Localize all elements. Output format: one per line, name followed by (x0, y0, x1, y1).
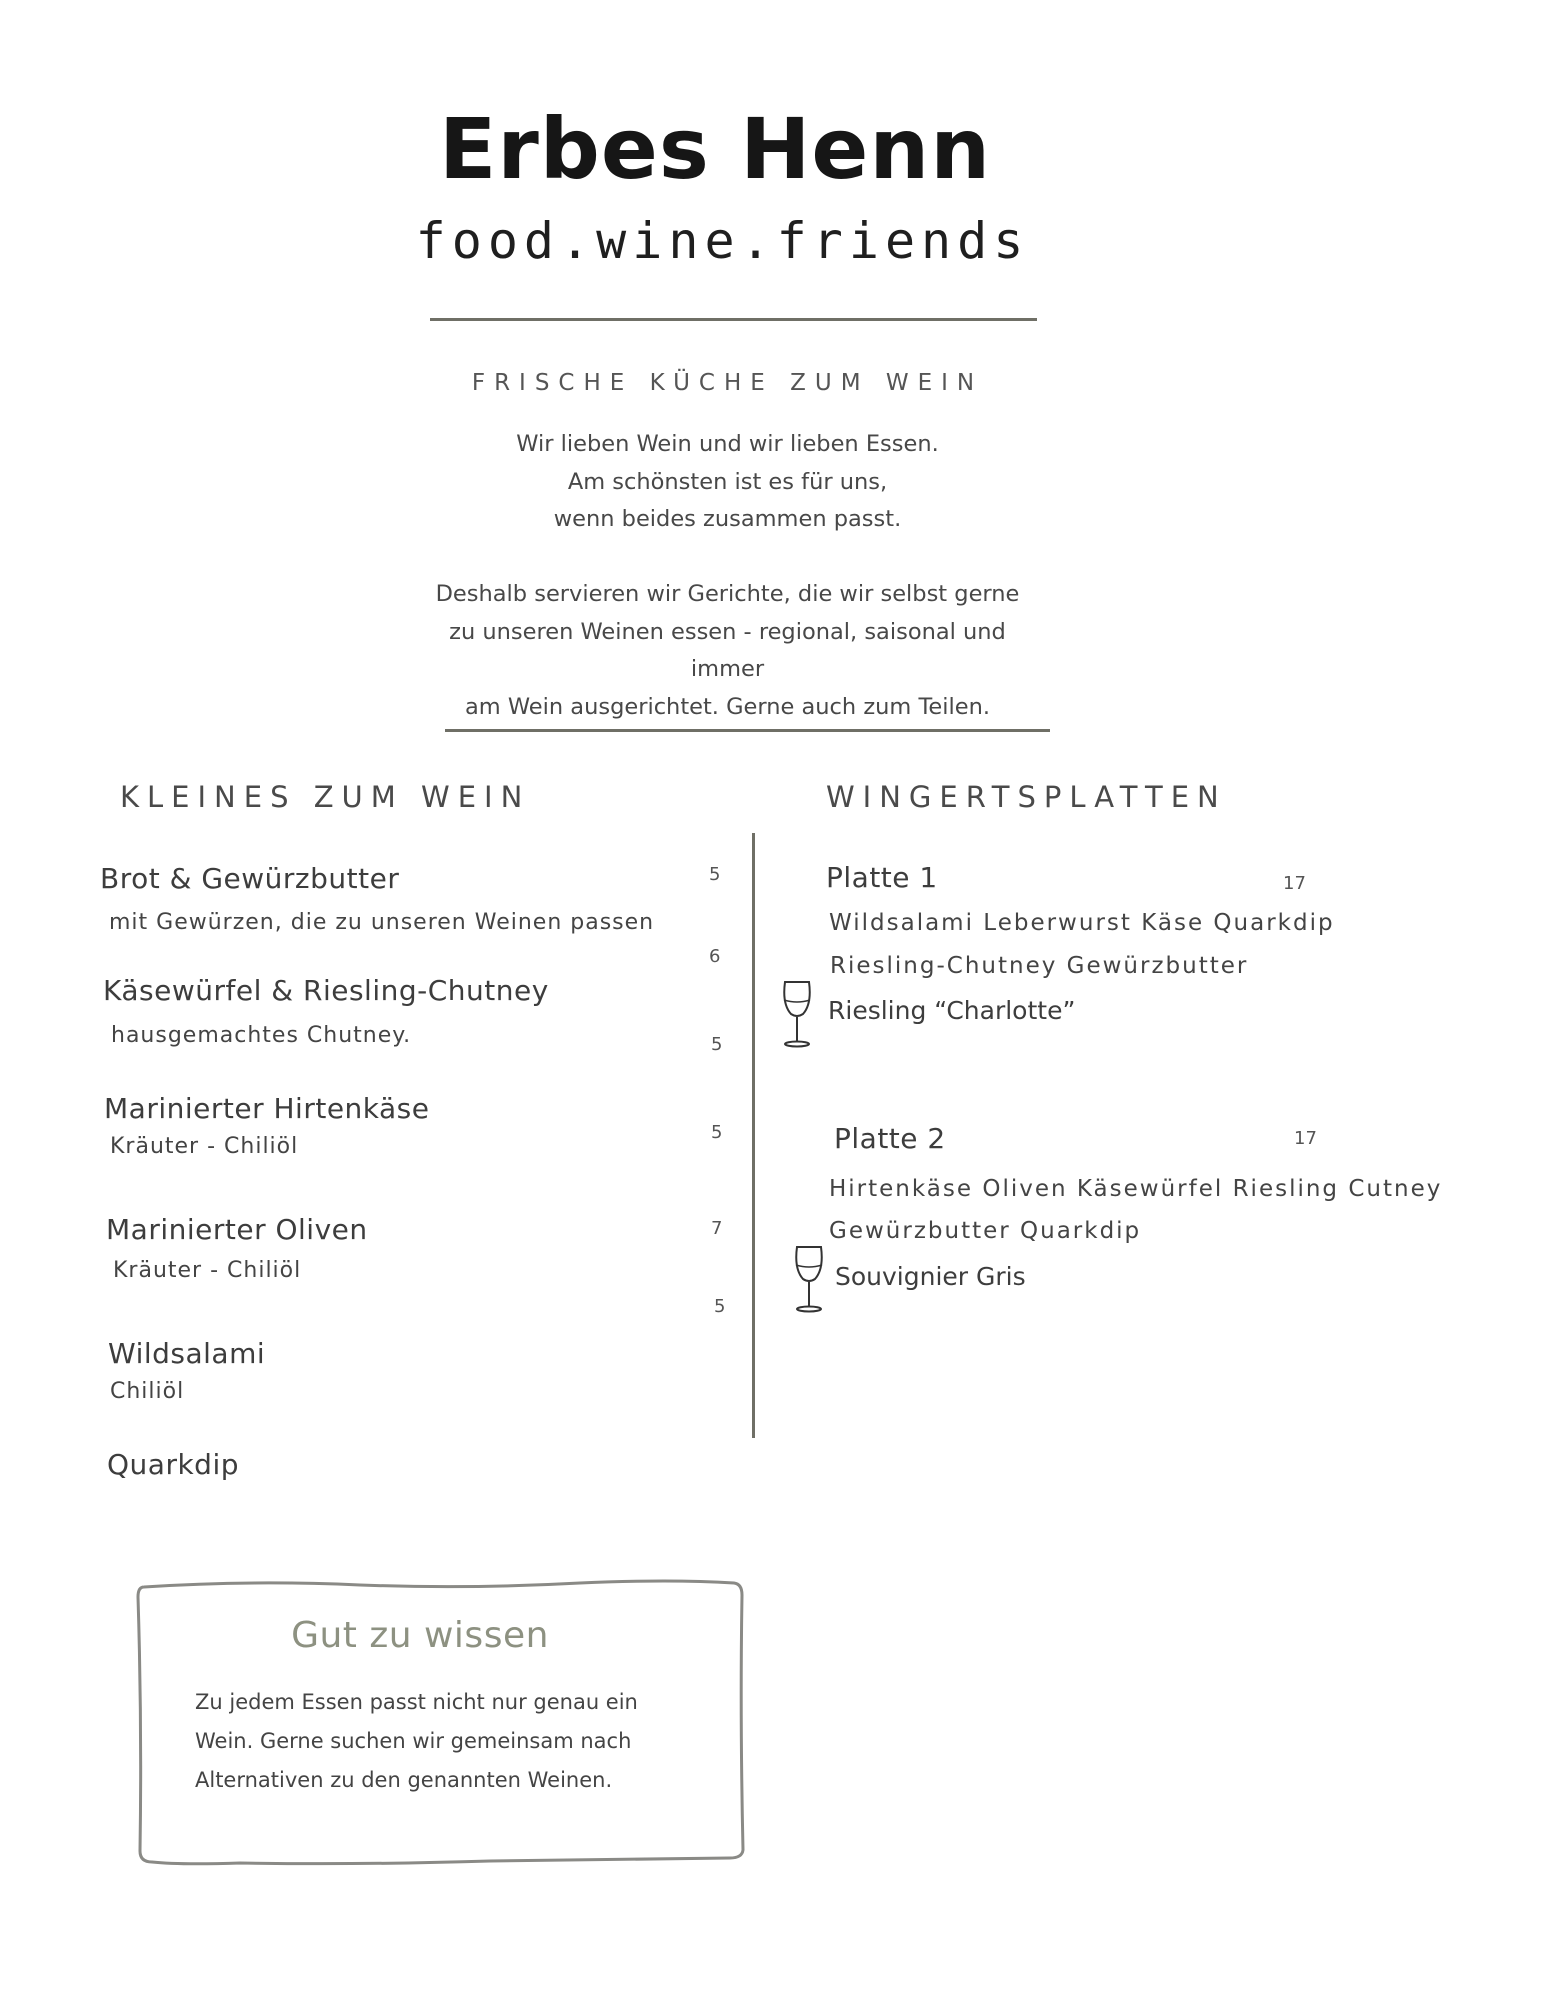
wine-glass-icon (791, 1245, 827, 1313)
intro-line: Am schönsten ist es für uns, (567, 468, 888, 495)
intro-line: zu unseren Weinen essen - regional, saisonal und (449, 618, 1006, 645)
platter-contents: Wildsalami Leberwurst Käse Quarkdip (829, 910, 1335, 936)
intro-line: am Wein ausgerichtet. Gerne auch zum Teilen. (465, 693, 990, 720)
platter-name: Platte 2 (834, 1122, 946, 1155)
dish-description: Kräuter - Chiliöl (113, 1258, 302, 1283)
info-box-text (195, 1683, 675, 1800)
platter-price: 17 (1294, 1128, 1317, 1149)
intro-line: wenn beides zusammen passt. (553, 506, 902, 532)
intro-line: Wir lieben Wein und wir lieben Essen. (516, 431, 939, 457)
info-line: Wein. Gerne suchen wir gemeinsam nach (195, 1729, 632, 1753)
dish-description: Chiliöl (110, 1379, 185, 1404)
dish-name: Brot & Gewürzbutter (100, 862, 400, 895)
dish-price: 6 (709, 946, 721, 967)
dish-description: mit Gewürzen, die zu unseren Weinen passen (109, 910, 655, 935)
intro-text (400, 426, 1055, 726)
platter-contents: Hirtenkäse Oliven Käsewürfel Riesling Cutney (829, 1176, 1443, 1202)
platters-heading: WINGERTSPLATTEN (826, 780, 1227, 814)
column-divider (752, 833, 755, 1438)
tagline: food.wine.friends (415, 212, 1030, 270)
dish-name: Wildsalami (108, 1337, 266, 1370)
wine-glass-icon (779, 980, 815, 1048)
platter-contents: Riesling-Chutney Gewürzbutter (830, 953, 1249, 979)
intro-line: Deshalb servieren wir Gerichte, die wir selbst gerne (435, 581, 1020, 607)
dish-name: Marinierter Oliven (106, 1213, 368, 1246)
dish-description: hausgemachtes Chutney. (111, 1023, 412, 1048)
platter-price: 17 (1283, 873, 1306, 894)
info-line: Alternativen zu den genannten Weinen. (195, 1768, 613, 1792)
restaurant-name: Erbes Henn (438, 100, 992, 198)
dish-price: 7 (711, 1218, 723, 1239)
platter-contents: Gewürzbutter Quarkdip (829, 1218, 1142, 1244)
dish-description: Kräuter - Chiliöl (110, 1134, 299, 1159)
dish-name: Käsewürfel & Riesling-Chutney (103, 974, 549, 1007)
intro-line: immer (690, 656, 765, 682)
info-box-title: Gut zu wissen (291, 1615, 549, 1656)
wine-pairing: Riesling “Charlotte” (828, 996, 1076, 1025)
dish-name: Marinierter Hirtenkäse (104, 1092, 430, 1125)
dish-price: 5 (709, 864, 721, 885)
dish-name: Quarkdip (107, 1448, 239, 1481)
dish-price: 5 (714, 1296, 726, 1317)
platter-name: Platte 1 (826, 861, 938, 894)
dish-price: 5 (711, 1034, 723, 1055)
snacks-heading: KLEINES ZUM WEIN (120, 780, 531, 814)
info-line: Zu jedem Essen passt nicht nur genau ein (195, 1690, 638, 1714)
intro-divider (445, 729, 1050, 732)
section-kicker: FRISCHE KÜCHE ZUM WEIN (471, 370, 984, 396)
header-divider (430, 318, 1037, 321)
dish-price: 5 (711, 1122, 723, 1143)
wine-pairing: Souvignier Gris (835, 1262, 1026, 1291)
